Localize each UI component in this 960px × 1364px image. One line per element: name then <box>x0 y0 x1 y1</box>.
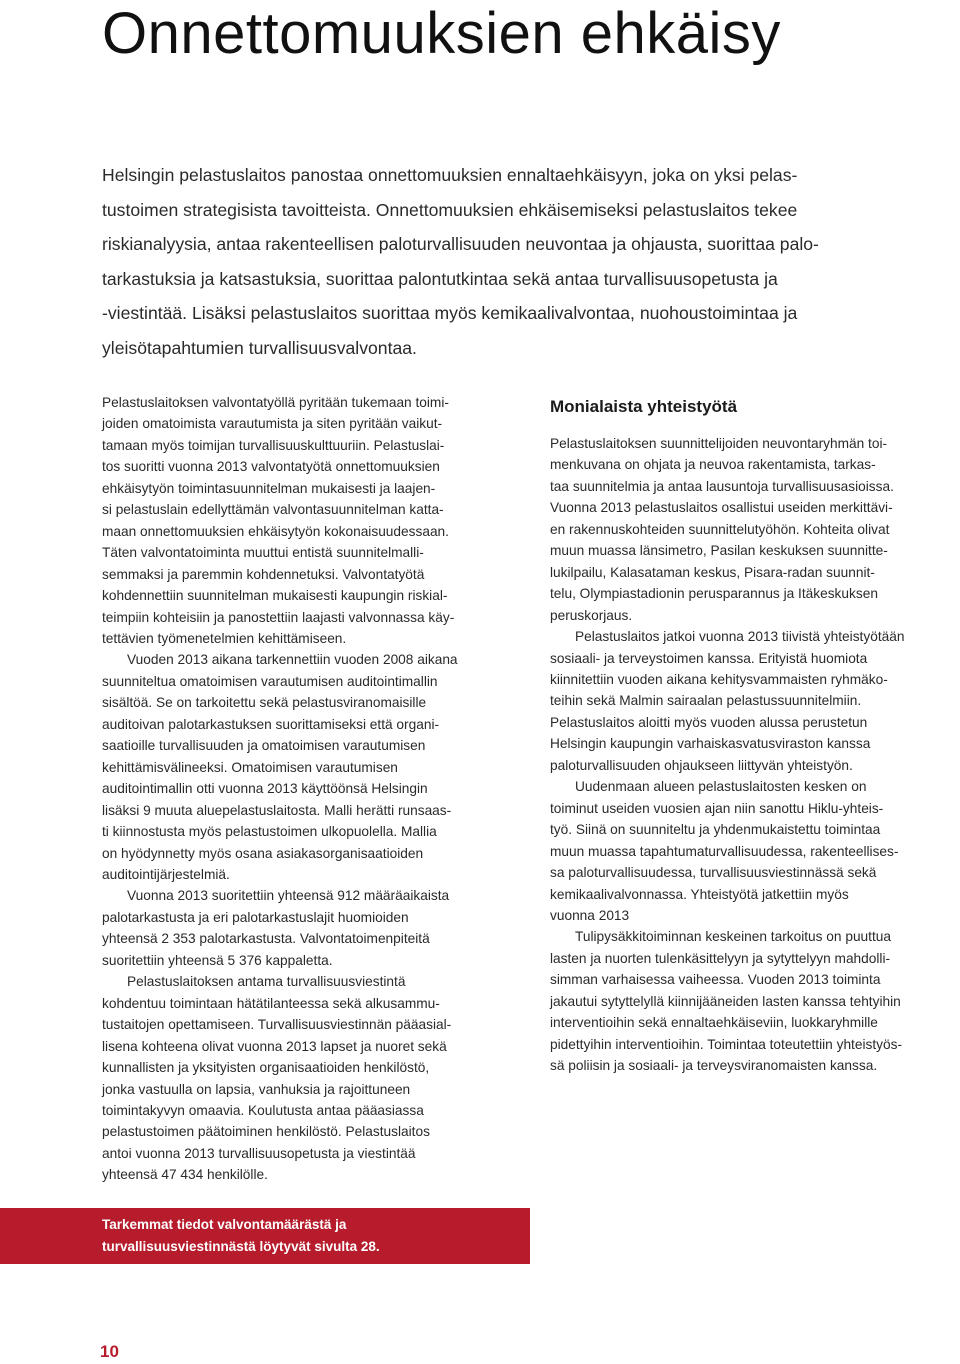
page-title: Onnettomuuksien ehkäisy <box>102 1 781 66</box>
body-line: Uudenmaan alueen pelastuslaitosten kesken on <box>575 779 867 795</box>
body-line: teimpiin kohteisiin ja panostettiin laajasti valvonnassa käy- <box>102 609 455 625</box>
body-line: muun muassa länsimetro, Pasilan keskuksen suunnitte- <box>550 543 888 559</box>
body-line: palotarkastusta ja eri palotarkastuslajit huomioiden <box>102 909 409 925</box>
body-line: Vuonna 2013 pelastuslaitos osallistui useiden merkittävi- <box>550 500 893 516</box>
body-line: kohdennettiin suunnitelman mukaisesti kaupungin riskial- <box>102 588 448 604</box>
body-line: pidettyihin interventioihin. Toimintaa toteutettiin yhteistyös- <box>550 1036 903 1052</box>
body-line: auditointijärjestelmiä. <box>102 866 230 882</box>
body-line: maan onnettomuuksien ehkäisytyön kokonaisuudessaan. <box>102 523 449 539</box>
lead-line: tarkastuksia ja katsastuksia, suorittaa palontutkintaa sekä antaa turvallisuusopetusta ja <box>102 268 778 289</box>
body-line: ti kiinnostusta myös pelastustoimen ulkopuolella. Mallia <box>102 824 437 840</box>
body-line: paloturvallisuuden ohjaukseen liittyvän yhteistyön. <box>550 757 853 773</box>
body-line: lisena kohteena olivat vuonna 2013 lapset ja nuoret sekä <box>102 1038 447 1054</box>
body-line: semmaksi ja paremmin kohdennetuksi. Valvontatyötä <box>102 566 425 582</box>
body-line: Täten valvontatoiminta muuttui entistä suunnitelmalli- <box>102 545 424 561</box>
body-line: tustaitojen opettamiseen. Turvallisuusviestinnän pääasial- <box>102 1017 452 1033</box>
body-line: telu, Olympiastadionin perusparannus ja Itäkeskuksen <box>550 586 878 602</box>
body-line: peruskorjaus. <box>550 607 633 623</box>
body-line: kunnallisten ja yksityisten organisaatioiden henkilöstö, <box>102 1060 430 1076</box>
page-number: 10 <box>100 1342 119 1361</box>
body-line: ehkäisytyön toimintasuunnitelman mukaisesti ja laajen- <box>102 480 436 496</box>
body-line: toimintakyvyn omaavia. Koulutusta antaa pääasiassa <box>102 1102 424 1118</box>
body-line: tettävien työmenetelmien kehittämiseen. <box>102 630 347 646</box>
section-heading: Monialaista yhteistyötä <box>550 397 738 416</box>
body-line: Pelastuslaitos aloitti myös vuoden alussa perustetun <box>550 714 868 730</box>
body-line: Pelastuslaitoksen antama turvallisuusviestintä <box>127 974 406 990</box>
body-line: Pelastuslaitoksen suunnittelijoiden neuvontaryhmän toi- <box>550 436 888 451</box>
body-line: Pelastuslaitoksen valvontatyöllä pyritään tukemaan toimi- <box>102 395 449 410</box>
body-line: työ. Siinä on suunniteltu ja yhdenmukaistettu toimintaa <box>550 822 881 838</box>
body-line: kohdentuu toimintaan hätätilanteessa sekä alkusammu- <box>102 995 440 1011</box>
body-line: antoi vuonna 2013 turvallisuusopetusta ja viestintää <box>102 1145 416 1161</box>
body-line: tos suoritti vuonna 2013 valvontatyötä onnettomuuksien <box>102 459 440 475</box>
left-column <box>102 392 522 1186</box>
body-line: sa paloturvallisuudessa, turvallisuusviestinnässä sekä <box>550 865 877 881</box>
body-line: pelastustoimen päätoiminen henkilöstö. Pelastuslaitos <box>102 1124 430 1140</box>
info-box <box>0 1208 530 1264</box>
body-line: saatioille turvallisuuden ja omatoimisen varautumisen <box>102 738 426 754</box>
body-line: jakautui sytyttelyllä kiinnijääneiden lasten kanssa tehtyihin <box>550 993 901 1009</box>
body-line: Vuonna 2013 suoritettiin yhteensä 912 määräaikaista <box>127 888 450 904</box>
body-line: sä poliisin ja sosiaali- ja terveysviranomaisten kanssa. <box>550 1058 878 1074</box>
body-line: Helsingin kaupungin varhaiskasvatusviraston kanssa <box>550 736 871 752</box>
body-line: yhteensä 47 434 henkilölle. <box>102 1167 268 1183</box>
body-line: sosiaali- ja terveystoimen kanssa. Erityistä huomiota <box>550 650 868 666</box>
body-line: simman varhaisessa vaiheessa. Vuoden 2013 toiminta <box>550 972 881 988</box>
body-line: kiinnitettiin vuoden aikana kehitysvammaisten ryhmäko- <box>550 671 888 687</box>
body-line: suunniteltua omatoimisen varautumisen auditointimallin <box>102 673 438 689</box>
body-line: Pelastuslaitos jatkoi vuonna 2013 tiivistä yhteistyötään <box>575 629 905 645</box>
body-line: tamaan myös toimijan turvallisuuskulttuuriin. Pelastuslai- <box>102 437 445 453</box>
lead-line: riskianalyysia, antaa rakenteellisen paloturvallisuuden neuvontaa ja ohjausta, suorittaa palo- <box>102 234 819 255</box>
body-line: si pelastuslain edellyttämän valvontasuunnitelman katta- <box>102 502 444 518</box>
body-line: muun muassa tapahtumaturvallisuudessa, rakenteellises- <box>550 843 899 859</box>
body-line: yhteensä 2 353 palotarkastusta. Valvontatoimenpiteitä <box>102 931 430 947</box>
body-line: Vuoden 2013 aikana tarkennettiin vuoden 2008 aikana <box>127 652 458 668</box>
body-line: kemikaalivalvonnassa. Yhteistyötä jatkettiin myös <box>550 886 849 902</box>
body-line: suoritettiin yhteensä 5 376 kappaletta. <box>102 952 333 968</box>
body-line: taa suunnitelmia ja antaa lausuntoja turvallisuusasioissa. <box>550 478 894 494</box>
body-line: teihin sekä Malmin sairaalan pelastussuunnitelmiin. <box>550 693 862 709</box>
body-line: Tulipysäkkitoiminnan keskeinen tarkoitus on puuttua <box>575 929 892 945</box>
body-line: lasten ja nuorten tulenkäsittelyyn ja sytyttelyyn mahdolli- <box>550 950 891 966</box>
body-line: kehittämisvälineeksi. Omatoimisen varautumisen <box>102 759 398 775</box>
info-box-line: Tarkemmat tiedot valvontamäärästä ja <box>102 1217 347 1232</box>
lead-line: yleisötapahtumien turvallisuusvalvontaa. <box>102 337 417 358</box>
info-box-line: turvallisuusviestinnästä löytyvät sivulta 28. <box>102 1239 380 1254</box>
body-line: jonka vastuulla on lapsia, vanhuksia ja rajoittuneen <box>102 1081 411 1097</box>
body-line: vuonna 2013 <box>550 907 630 923</box>
body-line: auditoivan palotarkastuksen suorittamiseksi että organi- <box>102 716 440 732</box>
body-line: en rakennuskohteiden suunnittelutyöhön. Kohteita olivat <box>550 521 890 537</box>
lead-line: -viestintää. Lisäksi pelastuslaitos suorittaa myös kemikaalivalvontaa, nuohoustoimintaa ja <box>102 303 798 324</box>
body-line: sisältöä. Se on tarkoitettu sekä pelastusviranomaisille <box>102 695 427 711</box>
body-line: auditointimallin otti vuonna 2013 käyttöönsä Helsingin <box>102 781 428 797</box>
body-line: menkuvana on ohjata ja neuvoa rakentamista, tarkas- <box>550 457 876 473</box>
lead-line: Helsingin pelastuslaitos panostaa onnettomuuksien ennaltaehkäisyyn, joka on yksi pelas- <box>102 165 798 185</box>
body-line: toiminut useiden vuosien ajan niin sanottu Hiklu-yhteis- <box>550 800 884 816</box>
lead-line: tustoimen strategisista tavoitteista. Onnettomuuksien ehkäisemiseksi pelastuslaitos tekee <box>102 199 798 220</box>
body-line: lukilpailu, Kalasataman keskus, Pisara-radan suunnit- <box>550 564 875 580</box>
right-column <box>550 392 950 1077</box>
lead-paragraph <box>102 158 952 366</box>
body-line: lisäksi 9 muuta aluepelastuslaitosta. Malli herätti runsaas- <box>102 802 452 818</box>
body-line: interventioihin sekä ennaltaehkäiseviin, luokkaryhmille <box>550 1015 878 1031</box>
body-line: joiden omatoimista varautumista ja siten pyritään vaikut- <box>102 416 443 432</box>
body-line: on hyödynnetty myös osana asiakasorganisaatioiden <box>102 845 424 861</box>
